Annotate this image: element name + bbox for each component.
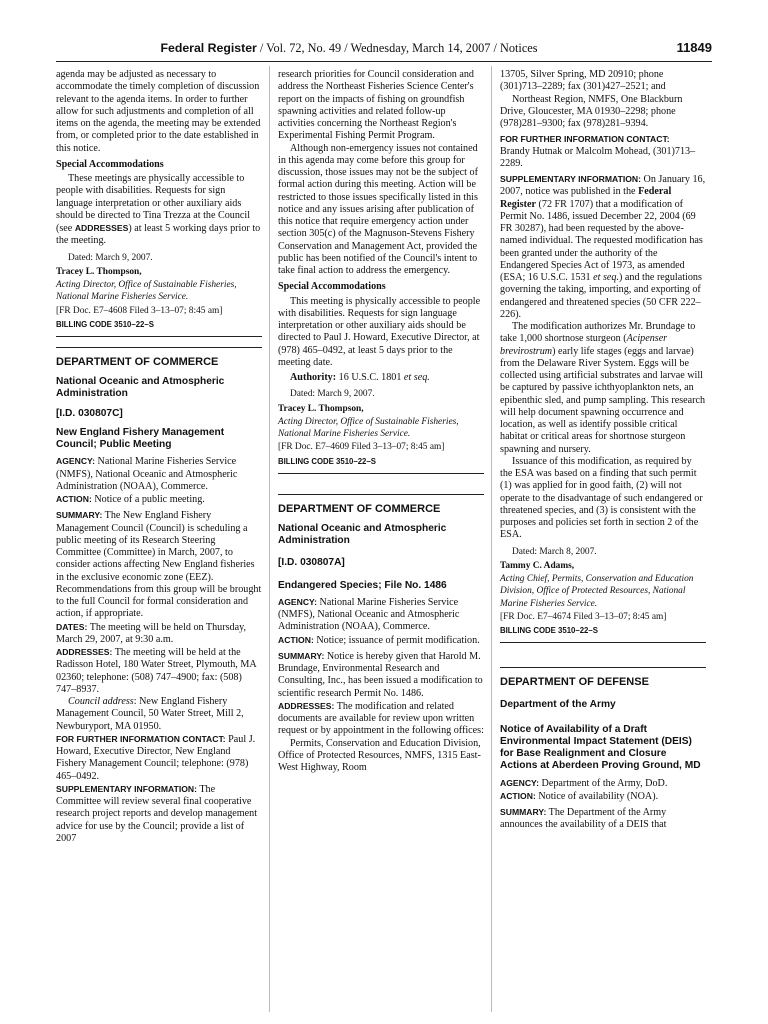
text: On January 16, 2007, notice was published in the <box>500 174 706 198</box>
signer-title: Acting Director, Office of Sustainable Fisheries, National Marine Fisheries Service. <box>56 280 237 303</box>
department-heading: DEPARTMENT OF DEFENSE <box>500 667 706 689</box>
supplementary-paragraph <box>500 173 706 321</box>
header-rule <box>56 61 712 62</box>
field-label: AGENCY: <box>500 777 539 788</box>
action-line <box>500 790 706 803</box>
field-label: FOR FURTHER INFORMATION CONTACT: <box>500 134 670 145</box>
paragraph: This meeting is physically accessible to people with disabilities. Requests for sign language interpretation or other auxiliary aids should be directed to Paul J. Howard, Executive Director, at (978) 465–0492, at least 5 days prior to the meeting date. <box>278 295 481 368</box>
field-label: AGENCY: <box>56 456 95 467</box>
agency-heading: National Oceanic and Atmospheric Administration <box>278 522 447 547</box>
column-3 <box>500 69 706 832</box>
addresses-paragraph <box>56 646 262 696</box>
billing-code: BILLING CODE 3510–22–S <box>500 625 706 643</box>
paragraph: agenda may be adjusted as necessary to accommodate the timely completion of discussion relevant to the agenda items. In order to further allow for such adjustments and completion of all items on the agenda, the meeting may be extended from, or completed prior to the date established in this notice. <box>56 69 261 154</box>
text: The meeting will be held at the Radisson Hotel, 180 Water Street, Plymouth, MA 02360; telephone: (508) 747–4900; fax: (508) 747–8937. <box>56 647 257 695</box>
field-label: ACTION: <box>56 494 92 505</box>
field-label: SUMMARY: <box>56 510 103 521</box>
section-heading: Special Accommodations <box>56 158 164 170</box>
field-label: ADDRESSES: <box>278 700 335 711</box>
agency-heading: Department of the Army <box>500 699 616 711</box>
text: Notice; issuance of permit modification. <box>313 634 480 646</box>
summary-paragraph <box>500 806 706 832</box>
text: Paul J. Howard, Executive Director, New England Fishery Management Council; telephone: (978) 465–0492. <box>56 733 256 782</box>
summary-paragraph <box>278 650 484 700</box>
column-divider <box>491 66 492 1012</box>
column-2 <box>278 69 484 774</box>
text: ) at least 5 working days prior to the meeting. <box>56 223 261 247</box>
paragraph <box>500 321 706 456</box>
text: The Department of the Army announces the availability of a DEIS that <box>500 807 667 831</box>
text: : New England Fishery Management Council, 50 Water Street, Mill 2, Newburyport, MA 01950. <box>56 696 244 732</box>
field-label: Authority: <box>290 372 337 383</box>
field-label: SUPPLEMENTARY INFORMATION: <box>500 174 641 184</box>
signature-date: Dated: March 8, 2007. <box>512 546 597 557</box>
addresses-paragraph <box>278 700 484 738</box>
authority-line <box>278 372 484 384</box>
billing-code: BILLING CODE 3510–22–S <box>278 456 484 474</box>
text: 16 U.S.C. 1801 <box>336 372 404 383</box>
fr-doc-line: [FR Doc. E7–4674 Filed 3–13–07; 8:45 am] <box>500 611 667 622</box>
journal-name: Federal Register <box>160 41 257 55</box>
cross-reference: ADDRESSES <box>74 223 129 233</box>
text: The modification and related documents are available for review upon written request or by appointment in the following offices: <box>278 700 484 737</box>
field-label: SUMMARY: <box>500 807 547 818</box>
issue-info: / Vol. 72, No. 49 / Wednesday, March 14, 2007 / Notices <box>256 41 538 55</box>
paragraph: Northeast Region, NMFS, One Blackburn Drive, Gloucester, MA 01930–2298; phone (978)281–9300; fax (978)281–9394. <box>500 93 683 129</box>
text: et seq. <box>593 272 619 283</box>
text: The New England Fishery Management Council (Council) is scheduling a public meeting of its Research Steering Committee (Committee) in March, 2007, to consider actions affecting New England fisheries in the exclusive economic zone (EEZ). Recommendations from this group will be brought to the full Council for formal consideration and action, if appropriate. <box>56 510 262 620</box>
field-label: SUPPLEMENTARY INFORMATION: <box>56 783 197 794</box>
text: Acipenser brevirostrum <box>500 333 668 357</box>
text: National Marine Fisheries Service (NMFS), National Oceanic and Atmospheric Administration (NOAA), Commerce. <box>278 596 460 633</box>
text: The Committee will review several final cooperative research project reports and develop management advice for use by the Council; provide a list of 2007 <box>56 783 258 844</box>
signature-date: Dated: March 9, 2007. <box>290 389 375 400</box>
notice-title: Endangered Species; File No. 1486 <box>278 579 447 591</box>
document-id: [I.D. 030807A] <box>278 557 345 569</box>
fr-doc-line: [FR Doc. E7–4608 Filed 3–13–07; 8:45 am] <box>56 305 223 316</box>
text: et seq. <box>403 372 430 383</box>
action-line <box>278 634 484 647</box>
summary-paragraph <box>56 509 262 620</box>
council-address <box>56 696 262 733</box>
field-label: ACTION: <box>278 634 314 645</box>
contact-paragraph <box>56 733 262 783</box>
action-line <box>56 493 262 506</box>
column-divider <box>269 66 270 1012</box>
department-heading: DEPARTMENT OF COMMERCE <box>278 494 484 516</box>
text: ) early life stages (eggs and larvae) from the Delaware River System. Eggs will be collected using artificial substrates and larvae will be captured by passive ichthyoplankton nets, an epibenthic sled, and pump sampling. This research will help document spawning occurrence and location, as well as identify possible critical habitat or critical areas for shortnose sturgeon spawning and nursery. <box>500 345 706 455</box>
paragraph: 13705, Silver Spring, MD 20910; phone (301)713–2289; fax (301)427–2521; and <box>500 69 666 93</box>
field-label: DATES: <box>56 621 88 632</box>
contact-text: Brandy Hutnak or Malcolm Mohead, (301)713–2289. <box>500 145 696 169</box>
text: The modification authorizes Mr. Brundage to take 1,000 shortnose sturgeon ( <box>500 321 696 345</box>
signer-title: Acting Chief, Permits, Conservation and Education Division, Office of Protected Resources, National Marine Fisheries Service. <box>500 574 694 609</box>
text: ) and the regulations governing the taking, importing, and exporting of endangered and threatened species (50 CFR 222–226). <box>500 272 702 320</box>
text: Notice of availability (NOA). <box>535 790 659 802</box>
notice-title: New England Fishery Management Council; Public Meeting <box>56 426 225 451</box>
paragraph: research priorities for Council consideration and address the Northeast Fisheries Science Center's report on the impacts of fishing on groundfish spawning activities and related follow-up activities concerning the Northeast Region's Experimental Fishing Permit Program. <box>278 69 474 142</box>
text: Federal Register <box>500 186 672 210</box>
agency-line <box>500 777 706 790</box>
running-head <box>56 38 712 58</box>
paragraph: Although non-emergency issues not contained in this agenda may come before this group for discussion, those issues may not be the subject of formal action during this meeting. Action will be restricted to those issues specifically listed in this notice and any issues arising after publication of this notice that require emergency action under section 305(c) of the Magnuson-Stevens Fishery Conservation and Management Act, provided the public has been notified of the Council's intent to take final action to address the emergency. <box>278 142 478 276</box>
agency-line <box>56 455 262 493</box>
notice-title: Notice of Availability of a Draft Environmental Impact Statement (DEIS) for Base Realignment and Closure Actions at Aberdeen Proving Ground, MD <box>500 723 701 772</box>
billing-code: BILLING CODE 3510–22–S <box>56 319 262 337</box>
department-heading: DEPARTMENT OF COMMERCE <box>56 347 262 369</box>
field-label: ADDRESSES: <box>56 647 113 658</box>
agency-line <box>278 596 484 634</box>
field-label: FOR FURTHER INFORMATION CONTACT: <box>56 733 226 744</box>
paragraph <box>56 173 262 248</box>
signature-date: Dated: March 9, 2007. <box>68 252 153 263</box>
field-label: ACTION: <box>500 790 536 801</box>
text: Notice is hereby given that Harold M. Brundage, Environmental Research and Consulting, Inc., has been issued a modification to scientific research Permit No. 1486. <box>278 650 483 699</box>
section-heading: Special Accommodations <box>278 281 386 293</box>
field-label: SUMMARY: <box>278 650 325 661</box>
supplementary-paragraph <box>56 783 262 845</box>
text: (72 FR 1707) that a modification of Permit No. 1486, issued December 22, 2004 (69 FR 30287), had been requested by the above-named individual. The requested modification has been granted under the authority of the Endangered Species Act of 1973, as amended (ESA; 16 U.S.C. 1531 <box>500 198 703 283</box>
column-1 <box>56 69 262 845</box>
header-citation <box>56 38 642 58</box>
text: Notice of a public meeting. <box>91 494 205 506</box>
text: Department of the Army, DoD. <box>539 777 668 789</box>
field-label: Council address <box>68 696 134 708</box>
text: These meetings are physically accessible to people with disabilities. Requests for sign language interpretation or other auxiliary aids should be directed to Tina Trezza at the Council (see <box>56 173 251 234</box>
field-label: AGENCY: <box>278 596 317 607</box>
document-id: [I.D. 030807C] <box>56 407 123 419</box>
paragraph: Permits, Conservation and Education Division, Office of Protected Resources, NMFS, 1315 East-West Highway, Room <box>278 737 481 774</box>
signer-name: Tammy C. Adams, <box>500 560 575 571</box>
fr-doc-line: [FR Doc. E7–4609 Filed 3–13–07; 8:45 am] <box>278 442 445 453</box>
signer-title: Acting Director, Office of Sustainable Fisheries, National Marine Fisheries Service. <box>278 416 459 439</box>
agency-heading: National Oceanic and Atmospheric Administration <box>56 376 225 400</box>
text: National Marine Fisheries Service (NMFS), National Oceanic and Atmospheric Administration (NOAA), Commerce. <box>56 456 238 492</box>
signer-name: Tracey L. Thompson, <box>278 403 364 414</box>
text: The meeting will be held on Thursday, March 29, 2007, at 9:30 a.m. <box>56 621 247 645</box>
page-number: 11849 <box>676 40 712 55</box>
signer-name: Tracey L. Thompson, <box>56 266 142 277</box>
dates-paragraph <box>56 621 262 647</box>
paragraph: Issuance of this modification, as required by the ESA was based on a finding that such permit (1) was applied for in good faith, (2) will not operate to the disadvantage of such endangered or threatened species, and (3) is consistent with the purposes and policies set forth in section 2 of the ESA. <box>500 455 703 541</box>
